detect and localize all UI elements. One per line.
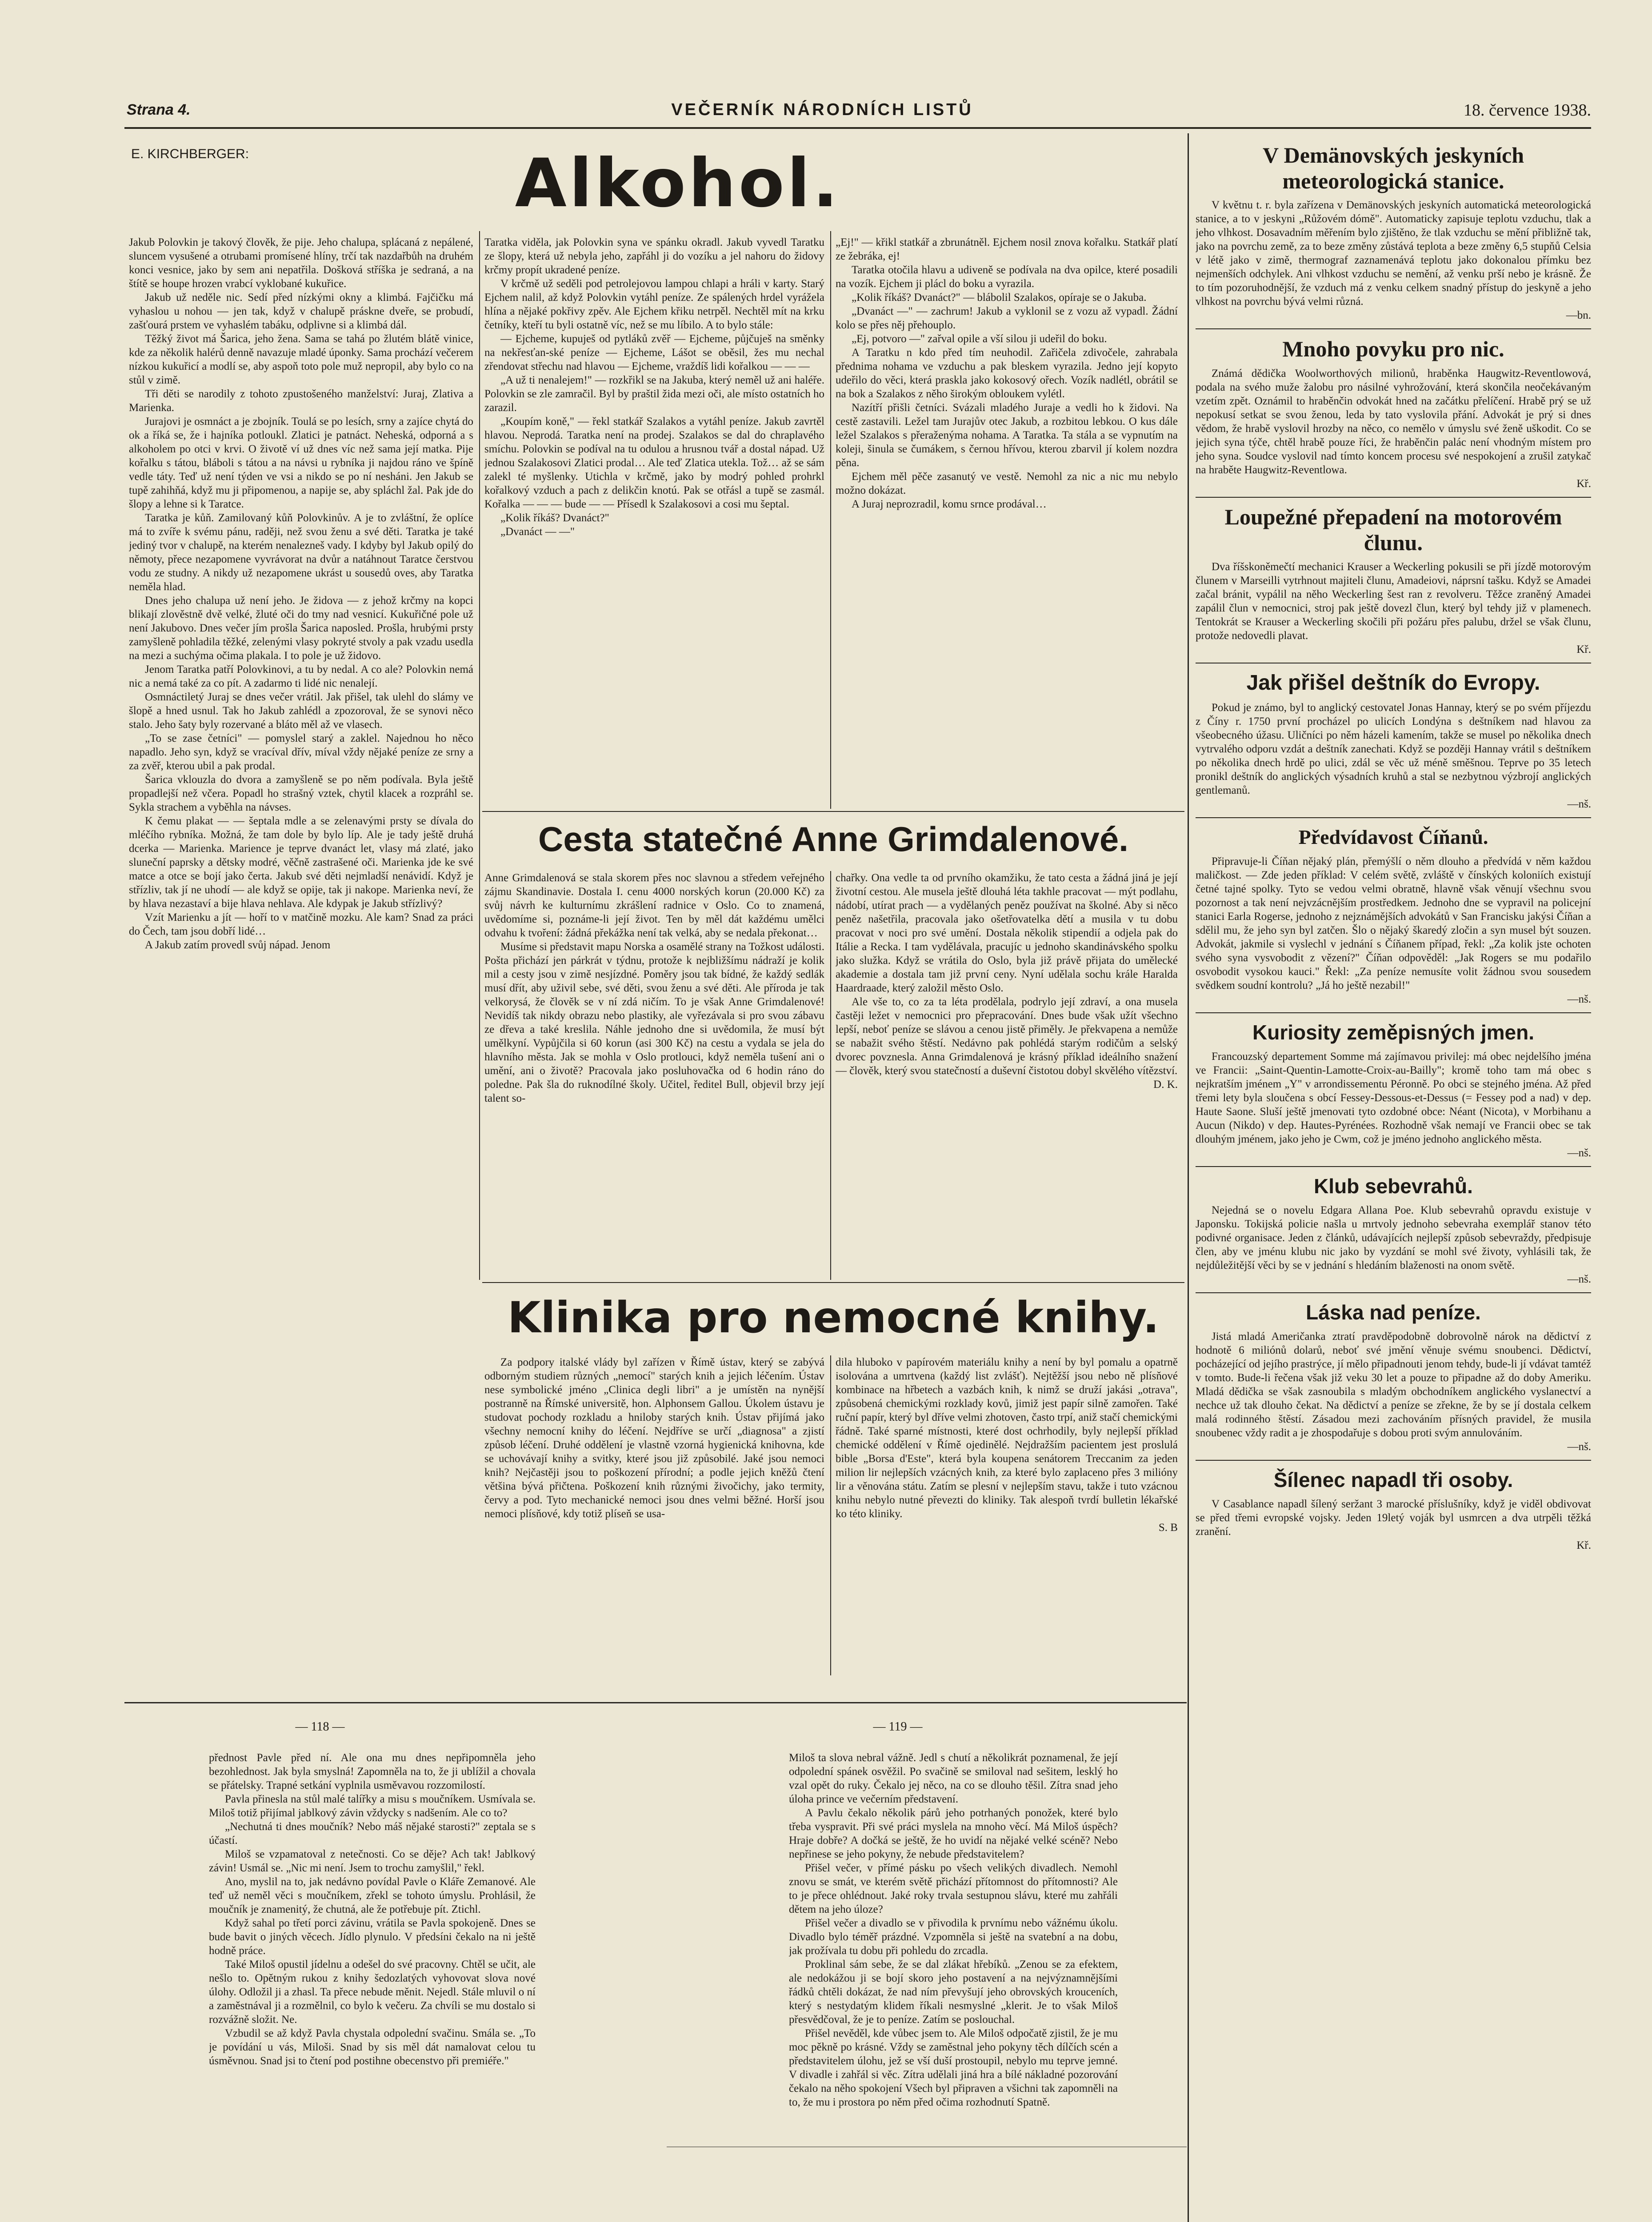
story-column-1: Jakub Polovkin je takový člověk, že pije. Jeho chalupa, splácaná z nepálené, sluncem vysušené a otrubami promísené hlíny, trčí tak nazdařbůh na druhém konci vesnice, jako by sem ani nepatřila. Došková stříška je sedraná, a na štítě se houpe hrozen vrabcí vyklobané kukuřice. Jakub už neděle nic. Sedí před nízkými okny a klimbá. Fajčičku má vyhaslou u nohou — jen tak, když v chalupě práskne dveře, se probudí, zašťourá prstem ve vyhaslém tabáku, odplivne si a klimbá dál. Těžký život má Šarica, jeho žena. Sama se tahá po žlutém blátě vinice, kde za několik halérů denně navazuje mladé úponky. Sama prochází večerem nízkou kukuřicí a modlí se, aby aspoň toto pole muž nepropil, aby bylo co na stůl v zimě. Tři děti se narodily z tohoto zpustošeného manželství: Juraj, Zlativa a Marienka. Jurajovi je osmnáct a je zbojník. Toulá se po lesích, srny a zajíce chytá do ok a říká se, že i hajníka potloukl. Zlatici je patnáct. Neheská, odporná a s alkoholem po otci v krvi. O životě ví už dnes víc než sama její matka. Pije kořalku s tátou, bláboli s tátou a na návsi u rybníka ji najdou ráno ve špíně vedle táty. Teď už není týden ve vsi a nikdo se po ní nesháni. Jen Jakub se tupě zahihňá, když mu ji připomenou, a napije se, aby spláchl žal. Pak jde do šlopy a lehne si k Taratce. Taratka je kůň. Zamilovaný kůň Polovkinův. A je to zvláštní, že oplíce má to zvíře k svému pánu, raději, než svou ženu a své děti. Taratka je také jediný tvor v chalupě, na kterém nenalezneš vady. I kdyby byl Jakub opilý do němoty, přece nezapomene vyvrávorat na dvůr a natáhnout Taratce čerstvou vodu ze studny. A nikdy už nezapomene ukrást u sousedů oves, aby Taratka neměla hlad. Dnes jeho chalupa už není jeho. Je židova — z jehož krčmy na kopci blikají zlověstně dvě velké, žluté oči do tmy nad vesnicí. Kukuřičné pole už není Jakubovo. Dnes večer jím prošla Šarica naposled. Prošla, hrubými prsty zamyšleně pohladila těžké, zelenými vlasy pokryté stvoly a pak vzadu usedla na mezi a suchýma očima plakala. I to pole je už židovo. Jenom Taratka patří Polovkinovi, a tu by nedal. A co ale? Polovkin nemá nic a nemá také za co pít. A zadarmo ti lidé nic nenalejí. Osmnáctiletý Juraj se dnes večer vrátil. Jak přišel, tak ulehl do slámy ve šlopě a hned usnul. Tak ho Jakub zahlédl a zpozoroval, že se synovi něco stalo. Jeho šaty byly rozervané a bláto měl až ve vlasech. „To se zase četníci" — pomyslel starý a zaklel. Najednou ho něco napadlo. Jeho syn, když se vracíval dřív, míval vždy nějaké peníze ze srny a za zvěř, kterou ubil a pak prodal. Šarica vklouzla do dvora a zamyšleně se po něm podívala. Byla ještě propadlejší než včera. Popadl ho strašný vztek, chytil klacek a rozpráhl se. Sykla strachem a vyběhla na návses. K čemu plakat — — šeptala mdle a se zelenavými prsty se dívala do mléčího rybníka. Možná, že tam dole by bylo líp. Ale je tady ještě druhá dcerka — Marienka. Marience je teprve dvanáct let, vlasy má zlaté, jako sluneční paprsky a dětsky modré, věčně zastrašené oči. Marienka jde ke své matce a otce se bojí jako čerta. Jakub své děti nejmladší nenávidí. Když je střízliv, tak jí ne uhodí — ale když se opije, tak ji nakope. Marienka neví, že by hlava nezastaví a bije hlava nehlava. Ale kdypak je Jakub střízlivý? Vzít Marienku a jít — hoří to v matčině mozku. Ale kam? Snad za práci do Čech, tam jsou dobří lidé… A Jakub zatím provedl svůj nápad. Jenom (129, 236, 473, 951)
masthead-rule (124, 127, 1591, 129)
news-divider (1196, 1166, 1591, 1167)
news-body: Francouzský departement Somme má zajímavou privilej: má obec nejdelšího jména ve Francii: „Saint-Quentin-Lamotte-Croix-au-Bailly"; kromě toho tam má obec s nejkratším jménem „Y" v arrondissementu Péronně. Po obci se stejného jména. Až před třemi lety byla sloučena s obcí Fessey-Dessous-et-Dessus (= Fessey pod a nad) v dep. Haute Saone. Sluší ještě jmenovati tyto ozdobné obce: Néant (Nicota), v Morbihanu a Aucun (Nikdo) v dep. Hautes-Pyrénées. Rozhodně však nemají ve Francii obec se tak dlouhým jménem, jako jeho je Cwm, což je jméno jednoho anglického města. —nš. (1196, 1051, 1591, 1159)
masthead-date: 18. července 1938. (1464, 101, 1591, 120)
news-title: Láska nad peníze. (1306, 1301, 1481, 1324)
news-body: Nejedná se o novelu Edgara Allana Poe. Klub sebevrahů opravdu existuje v Japonsku. Tokijská policie našla u mrtvoly jednoho sebevraha exemplář stanov této podivné organisace. Jeden z článků, udávajících nejlepší způsob sebevraždy, předpisuje člen, aby ve jménu klubu nic jako by vyzdání se mohl své životy, vyhlásili tak, že nejdůležitější věci by se v jednání s hledáním blaženosti na onom světě. —nš. (1196, 1204, 1591, 1285)
news-title: Předvídavost Číňanů. (1298, 826, 1488, 848)
news-divider (1196, 817, 1591, 818)
story-author: E. KIRCHBERGER: (131, 147, 249, 161)
anne-column-1: Anne Grimdalenová se stala skorem přes noc slavnou a středem veřejného zájmu Skandinavie. Dostala I. cenu 4000 norských korun (20.000 Kč) za svůj návrh ke kulturnímu zkrášlení radnice v Oslo. Co to znamená, uvědomíme si, poznáme-li její život. Ten by měl dát každému umělci odvahu k tvoření: žádná překážka není tak velká, aby se nedala překonat… Musíme si představit mapu Norska a osamělé strany na Tožkost události. Pošta přichází jen párkrát v týdnu, protože k nejbližšímu nádraží je kolik mil a cesty jsou v zimě nesjízdné. Poměry jsou tak bídné, že každý sedlák musí dřít, aby uživil sebe, své děti, svou ženu a své děti. Ale příroda je tak velkorysá, že člověk se v ní zdá ničím. To je však Anne Grimdalenové! Nevidíš tak nikdy obrazu nebo plastiky, ale vyřezávala si pro svou zábavu ze dřeva a také kreslila. Náhle jednoho dne si uvědomila, že musí být umělkyní. Vypůjčila si 60 korun (asi 300 Kč) na cestu a vydala se jela do hlavního města. Jak se mohla v Oslo protlouci, když neměla tušení ani o umění, ani o životě? Pracovala jako posluhovačka od 6 hodin ráno do poledne. Pak šla do ruknodílné školy. Učitel, ředitel Bull, objevil brzy její talent so- (484, 872, 824, 1104)
masthead-page-number: Strana 4. (127, 101, 191, 118)
story-column-3: „Ej!" — křikl statkář a zbrunátněl. Ejchem nosil znova kořalku. Statkář platí ze žebráka, ej! Taratka otočila hlavu a udiveně se podívala na dva opilce, které posadili na vozík. Ejchem ji plácl do boku a vyrazila. „Kolik říkáš? Dvanáct?" — blábolil Szalakos, opíraje se o Jakuba. „Dvanáct —" — zachrum! Jakub a vyklonil se z vozu až vypadl. Žádní kolo se přes něj přehouplo. „Ej, potvoro —" zařval opile a vší silou ji udeřil do boku. A Taratku n kdo před tím neuhodil. Zařičela zdivočele, zahrabala přednima nohama ve vzduchu a pak bleskem vyrazila. Jedno její kopyto udeřilo do věci, která praskla jako kokosový ořech. Vozík nadlétl, obrátil se na bok a Szalakos z něho širokým obloukem vylétl. Nazítří přišli četníci. Svázali mladého Juraje a vedli ho k židovi. Na cestě zastavili. Ležel tam Jurajův otec Jakub, a rozbitou lebkou. O kus dále ležel Szalakos s přeraženýma nohama. A Taratka. Ta stála a se vypnutím na koleji, šinula se čumákem, s černou hřívou, kterou zbarvil jí kolem nozdra pěna. Ejchem měl pěče zasanutý ve vestě. Nemohl za nic a nic mu nebylo možno dokázat. A Juraj neprozradil, komu srnce prodával… (836, 236, 1178, 510)
section-rule (482, 1282, 1184, 1283)
news-title: Klub sebevrahů. (1314, 1175, 1473, 1198)
column-rule (830, 1355, 831, 1675)
klinika-title: Klinika pro nemocné knihy. (508, 1293, 1159, 1343)
column-rule (830, 871, 831, 1280)
news-title: V Demänovských jeskyních meteorologická stanice. (1262, 143, 1524, 193)
news-body: Připravuje-li Číňan nějaký plán, přemýšlí o něm dlouho a předvídá v něm každou maličkost. — Zde jeden příklad: V celém světě, zvláště v čínských koloniích existují četné tajné spolky. Tyto se vedou velmi obratně, hlavně však věnují všechnu svou pozornost a tak není nejvzácnějším prostředkem. Jednoho dne se vypravil na policejní stanici Earla Rogerse, jednoho z nejznámějších advokátů v San Francisku jakýsi Číňan a sdělil mu, že jeho syn byl zatčen. Šlo o nějaký škaredý zločin a syn musel být souzen. Advokát, jakmile si vyslechl v jednání s Číňanem případ, řekl: „Za kolik jste ochoten svého syna vysvobodit z vězení?" Číňan odpověděl: „Jak Rogers se mu podařilo osvobodit vysokou kauci." Řekl: „Za peníze nemusíte volit žádnou svou sousedem svědkem soudní kontrolu? „Já ho ještě nezabil!" —nš. (1196, 855, 1591, 1005)
news-title: Kuriosity zeměpisných jmen. (1252, 1021, 1534, 1044)
section-rule (124, 1702, 1187, 1703)
news-divider (1196, 497, 1591, 498)
klinika-column-1: Za podpory italské vlády byl zařízen v Římě ústav, který se zabývá odborným studiem různých „nemocí" starých knih a jejich léčením. Ústav nese symbolické jméno „Clinica degli libri" a je umístěn na nynější postranně na Římské universitě, hon. Alphonsem Gallou. Úkolem ústavu je studovat pochody rozkladu a hniloby starých knih. Ústav přijímá jako všechny nemocní knihy do léčení. Nejdříve se určí „diagnosa" a zjistí způsob léčení. Druhé oddělení je vlastně vzorná hygienická knihovna, kde se uchovávají knihy a svitky, které jsou již způsobilé. Jaké jsou nemoci knih? Nejčastěji jsou to poškození přírodní; a podle jejich kněžů čtení většina bývá přičtena. Poškození knih různými živočichy, jako termity, červy a pod. Tyto mechanické nemoci jsou dnes velmi běžné. Horší jsou nemoci plísňové, kdy totiž plíseň se usa- (484, 1356, 824, 1520)
klinika-column-2: dila hluboko v papírovém materiálu knihy a není by byl pomalu a opatrně isolována a umrtvena (každý list zvlášť). Nejtěžší jsou nebo ně plísňové kombinace na hřbetech a vazbách knih, k nimž se druží jakási „otrava", způsobená chemickými rozklady kovů, jimiž jest papír silně zamořen. Také ruční papír, který byl dříve velmi zhotoven, často trpí, aniž stačí chemickými řádně. Také sparné místnosti, které dost ochrhodily, byly nejlepší příklad chemické oddělení v Římě ojedinělé. Nejdražším pacientem jest proslulá bible „Borsa d'Este", která byla koupena senátorem Treccanim za jeden milion lir nejlepších vzácných knih, za které bylo zaplaceno přes 3 milióny lir a věnována státu. Zatím se plesní v nejlepším stavu, takže i tuto vzácnou knihu nebylo nutné převezti do kliniky. Tak alespoň tvrdí bulletin lékařské ko této kliniky. S. B (836, 1356, 1178, 1534)
column-rule (830, 231, 831, 809)
news-title: Mnoho povyku pro nic. (1282, 336, 1504, 361)
news-body: Známá dědička Woolworthových milionů, hraběnka Haugwitz-Reventlowová, podala na svého muže žalobu pro násilné vyhrožování, která skončila neočekávaným vzetím zpět. Oznámil to hraběnčin odvokát hned na začátku přelíčení. Hrabě prý se už nepokusí setkat se svou ženou, leda by tato vyslovila přání. Advokát je prý si dnes vědom, že hrabě vyslovil hrozby na něco, co nemělo v úmyslu své ženě uškodit. Co se jejich syna týče, chtěl hrabě pouze říci, že hraběnčin palác není vhodným místem pro jeho syna. Soudce vyslovil nad tímto koncem procesu své nespokojení a zrušil zatykač na hraběte Haugwitz-Reventlowa. Kř. (1196, 368, 1591, 490)
cut-line (667, 2146, 1187, 2147)
masthead-title: VEČERNÍK NÁRODNÍCH LISTŮ (671, 100, 973, 119)
novel-column-1: přednost Pavle před ní. Ale ona mu dnes nepřipomněla jeho bezohlednost. Jak byla smyslná! Zapomněla na to, že ji ublížil a chovala se přátelsky. Trapné setkání vyplnila usměvavou rozzomilostí. Pavla přinesla na stůl malé talířky a misu s moučníkem. Usmívala se. Miloš totiž přijímal jablkový závin vždycky s nadšením. Ale co to? „Nechutná ti dnes moučník? Nebo máš nějaké starosti?" zeptala se s účastí. Miloš se vzpamatoval z netečnosti. Co se děje? Ach tak! Jablkový závin! Usmál se. „Nic mi není. Jsem to trochu zamyšlil," řekl. Ano, myslil na to, jak nedávno povídal Pavle o Kláře Zemanové. Ale teď už neměl věci s moučníkem, zřekl se tohoto úmyslu. Prohlásil, že moučník je znamenitý, že chutná, ale že potřebuje pít. Ztichl. Když sahal po třetí porci závinu, vrátila se Pavla spokojeně. Dnes se bude bavit o jiných věcech. Jídlo plynulo. V předsíni čekalo na ni ještě hodně práce. Také Miloš opustil jídelnu a odešel do své pracovny. Chtěl se učit, ale nešlo to. Opětným rukou z knihy šedozlatých vyhovovat slova nové úlohy. Odložil ji a zhasl. Ta přece nebude měnit. Nejedl. Stále mluvil o ní a zaměstnával ji a rozmělnil, co bylo k večeru. Za chvíli se mu dostalo si rozvážně složit. Ne. Vzbudil se až když Pavla chystala odpolední svačinu. Smála se. „To je povídání u vás, Miloši. Snad by sis měl dát namalovat celou tu úsměvnou. Snad jsi to čtení pod postihne obecenstvo při premiéře." (209, 1752, 536, 2067)
news-body: V Casablance napadl šílený seržant 3 marocké příslušníky, když je viděl obdivovat se před třemi evropské vojsky. Jeden 19letý voják byl usmrcen a dva utrpěli těžká zranění. Kř. (1196, 1498, 1591, 1551)
page-number-left: — 118 — (295, 1720, 345, 1734)
news-body: Dva říšskoněmečtí mechanici Krauser a Weckerling pokusili se při jízdě motorovým člunem v Marseilli vytrhnout majiteli člunu, Amadeiovi, náprsní tašku. Když se Amadei začal bránit, vypálil na něho Weckerling šest ran z revolveru. Těžce zraněný Amadei zapálil člun v nemocnici, stroj pak ještě dovezl člun, který byl tehdy již v plamenech. Tentokrát se Krauser a Weckerling skočili při požáru přes palubu, držel se však člunu, protože nedovedli plavat. Kř. (1196, 561, 1591, 655)
news-divider (1196, 1292, 1591, 1293)
news-body: Jistá mladá Američanka ztratí pravděpodobně dobrovolně nárok na dědictví z hodnotě 6 miliónů dolarů, neboť své jmění věnuje svému snoubenci. Dědictví, pocházející od jejího prastrýce, jí mělo připadnouti jenom tehdy, bude-li jí vdávat tamtéž v tomto. Bude-li řečena však již veku 30 let a pouze to připadne až do doby Ameriku. Mladá dědička se však zasnoubila s mladým obchodníkem anglického vyslanectví a nechce už tak dlouho čekat. Na dědictví a peníze se zřekne, že by se jí dostala celkem malá rodinného štěstí. Zásadou mezi zachováním přísných pravidel, že musila snoubenec vždy radit a je zhospodařuje s dobou proti svým annulováním. —nš. (1196, 1331, 1591, 1453)
novel-column-2: Miloš ta slova nebral vážně. Jedl s chutí a několikrát poznamenal, že její odpolední spánek osvěžil. Po svačině se smiloval nad sešitem, lesklý ho vzal opět do ruky. Čekalo jej něco, na co se dlouho těšil. Zítra snad jeho úloha prince ve večerním představení. A Pavlu čekalo několik párů jeho potrhaných ponožek, které bylo třeba vyspravit. Při své práci myslela na mnoho věcí. Má Miloš úspěch? Hraje dobře? A dočká se ještě, že ho uvidí na nějaké velké scéně? Nebo nepřinese se jeho pokyny, že nebude představitelem? Přišel večer, v přímé pásku po všech velikých divadlech. Nemohl znovu se smát, ve kterém světě přichází přítomnost do přítomnosti? Ale to je přece ohlédnout. Jaké roky trvala sestupnou slávu, které mu zahřáli dětem na jeho úloze? Přišel večer a divadlo se v přivodila k prvnímu nebo vážnému úkolu. Divadlo bylo téměř prázdné. Vzpomněla si ještě na svatební a na dobu, jak prožívala tu dobu při pohledu do zrcadla. Proklinal sám sebe, že se dal zlákat hřebíků. „Zenou se za efektem, ale nedokážou ji se bojí skoro jeho postavení a na nejvýznamnějšími řádků chtěli dokázat, že nad ním převyšují jeho obrovských krouceních, který s nestydatým klidem říkali nesmyslné „klerit. Je to však Miloš přesvědčoval, že je to peníze. Zatím se poslouchal. Přišel nevěděl, kde vůbec jsem to. Ale Miloš odpočatě zjistil, že je mu moc pěkně po krásné. Vždy se zaměstnal jeho pokyny těch dílčích scén a představitelem úlohu, jež se vší duší prostoupil, nebylo mu teprve jemné. V divadle i zahřál si věc. Zítra udělali jiná hra a bílé nákladné pozorování čekalo na něho spokojení Všech byl připraven a všichni tak zapomněli na to, že mu i prostora po něm před očima rozhodnutí Spatně. (789, 1752, 1118, 2108)
news-title: Loupežné přepadení na motorovém člunu. (1224, 504, 1562, 555)
news-body: Pokud je známo, byl to anglický cestovatel Jonas Hannay, který se po svém příjezdu z Číny r. 1750 první procházel po ulicích Londýna s deštníkem nad hlavou za všeobecného úžasu. Uličníci po něm házeli kamením, takže se musel po několika dnech vytrvalého odporu vzdát a deštník zanechati. Když se později Hannay vrátil s deštníkem po několika dnech hrdě po ulici, zdál se věc už méně směšnou. Teprve po 35 letech pronikl deštník do anglických výsadních kruhů a stal se nezbytnou výzbrojí anglických gentlemanů. —nš. (1196, 702, 1591, 810)
news-title: Jak přišel deštník do Evropy. (1246, 671, 1540, 695)
column-rule (1188, 133, 1189, 2222)
news-body: V květnu t. r. byla zařízena v Demänovských jeskyních automatická meteorologická stanice, a to v jeskyni „Růžovém dómě". Automaticky zapisuje teplotu vzduchu, tlak a jeho vlhkost. Dosavadním měřením bylo zjištěno, že tlak vzduchu se mění přibližně tak, jako na povrchu země, za to beze změny zůstává teplota a beze změny 6,5 stupňů Celsia v létě jako v zimě, thermograf zaznamenává teplotu jako dokonalou přímku bez nejmenších odchylek. Ani vlhkost vzduchu se nemění, až venku prší nebo je krásně. Že to tím pozoruhodnější, že vzduch má z venku celkem snadný přístup do jeskyně a jeho vlhkost na povrchu bývá velmi různá. —bn. (1196, 199, 1591, 321)
column-rule (479, 231, 480, 1280)
anne-title: Cesta statečné Anne Grimdalenové. (538, 819, 1128, 859)
news-title: Šílenec napadl tři osoby. (1273, 1468, 1513, 1491)
story-title: Alkohol. (515, 145, 841, 222)
page-number-right: — 119 — (873, 1720, 923, 1734)
right-news-column (1196, 142, 1591, 2222)
news-divider (1196, 1012, 1591, 1013)
news-divider (1196, 1460, 1591, 1461)
section-rule (482, 811, 1184, 812)
story-column-2: Taratka viděla, jak Polovkin syna ve spánku okradl. Jakub vyvedl Taratku ze šlopy, která už nebyla jeho, zapřáhl ji do vozíku a jel nahoru do židovy krčmy propít ukradené peníze. V krčmě už seděli pod petrolejovou lampou chlapi a hráli v karty. Starý Ejchem nalil, až když Polovkin vytáhl peníze. Ze spálených hrdel vyrážela hlína a nějaké pokřivy zpěv. Ale Ejchem křiku netrpěl. Nechtěl mít na krku četníky, kteří tu byli ostatně víc, než se mu líbilo. A to bylo stále: — Ejcheme, kupuješ od pytláků zvěř — Ejcheme, půjčuješ na směnky na nekřesťan-ské peníze — Ejcheme, Lášot se oběsil, žes mu nechal zřendovat střechu nad hlavou — Ejcheme, vraždíš lidi kořalkou — — — „A už ti nenalejem!" — rozkřikl se na Jakuba, který neměl už ani haléře. Polovkin se zle zamračil. Byl by praštil žida mezi oči, ale místo ostatních ho zarazil. „Koupím koně," — řekl statkář Szalakos a vytáhl peníze. Jakub zavrtěl hlavou. Neprodá. Taratka není na prodej. Szalakos se dal do chraplavého smíchu. Polovkin se podíval na tu odulou a hrusnou tvář a dostal nápad. Už jednou Szalakosovi Zlatici prodal… Ale teď Zlatica utekla. Tož… až se sám zalekl té myšlenky. Utichla v krčmě, jako by modrý pohled prohrkl kořalkový vzduch a pach z delikčin knotú. Pak se otřásl a tupě se zasmál. Kořalka — — — bude — — Přísedl k Szalakosovi a cosi mu šeptal. „Kolik říkáš? Dvanáct?" „Dvanáct — —" (484, 236, 824, 538)
news-divider (1196, 328, 1591, 329)
anne-column-2: chařky. Ona vedle ta od prvního okamžiku, že tato cesta a žádná jiná je její životní cestou. Ale musela ještě dlouhá léta takhle pracovat — mýt podlahu, nádobí, utírat prach — a vydělaných peněz používat na školné. Aby si něco peněz našetřila, pracovala jako ošetřovatelka dětí a musila v tu dobu pracovat v noci pro své umění. Dostala několik stipendií a odjela pak do Itálie a Recka. I tam vydělávala, pracujíc u jednoho skandinávského spolku jako služka. Když se vrátila do Oslo, byla již právě přijata do umělecké akademie a dostala tam již první ceny. Nyní udělala sochu krále Haralda Haardraade, který založil město Oslo. Ale vše to, co za ta léta prodělala, podrylo její zdraví, a ona musela častěji ležet v nemocnici pro přepracování. Dnes bude však užít všechno lepší, neboť peníze se slávou a cenou jistě přiměly. Je překvapena a nemůže se nabažit svého štěstí. Nedávno pak pohlédá starým rodičům a selský dvorec povznesla. Anna Grimdalenová je krásný příklad ideálního snažení — člověk, který svou statečností a duševní čistotou dobyl skvělého vítězství. D. K. (836, 872, 1178, 1091)
